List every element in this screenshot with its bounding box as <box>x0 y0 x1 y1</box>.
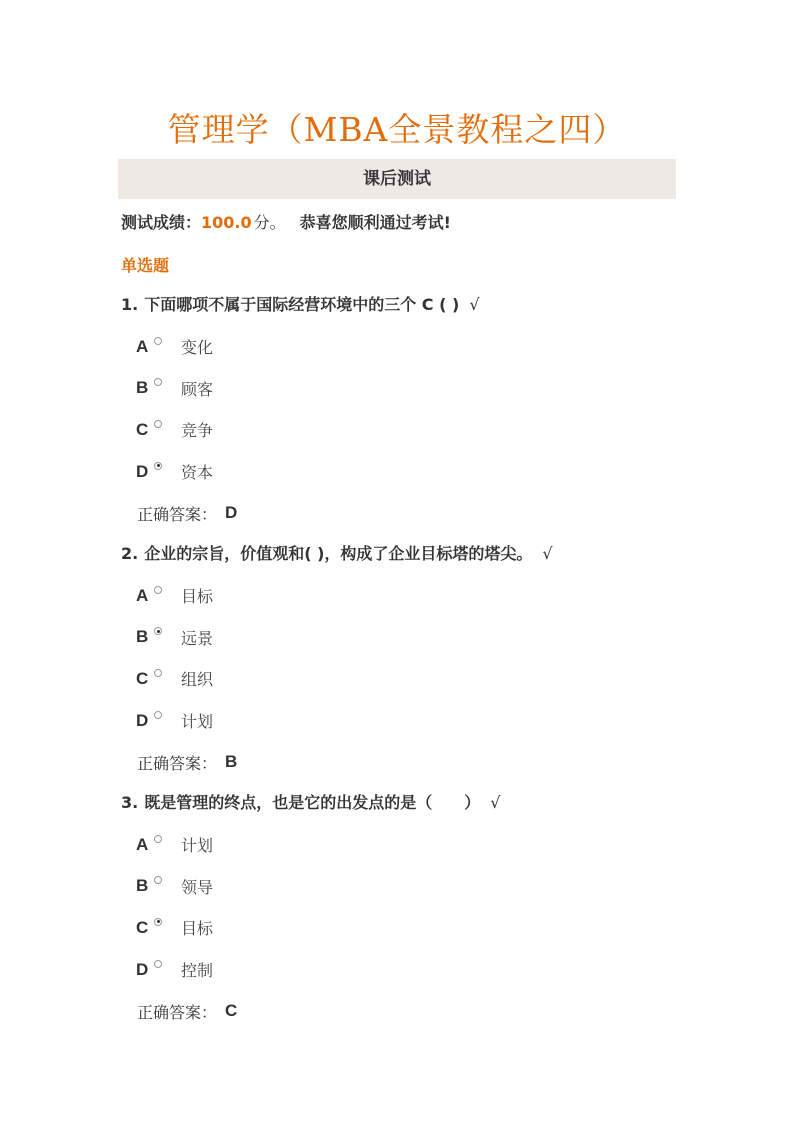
check-mark-icon: √ <box>469 295 480 314</box>
section-header: 课后测试 <box>118 159 676 199</box>
answer-value: D <box>225 503 238 523</box>
option-c[interactable] <box>136 409 741 451</box>
option-d[interactable] <box>136 451 741 493</box>
option-text: 资本 <box>181 463 214 483</box>
option-text: 领导 <box>181 877 214 897</box>
correct-answer <box>137 741 741 783</box>
option-letter: C <box>136 419 149 439</box>
option-text: 顾客 <box>181 379 214 399</box>
option-text: 计划 <box>181 712 214 732</box>
option-letter: B <box>136 876 149 896</box>
option-d[interactable] <box>136 700 741 742</box>
radio-button[interactable] <box>154 378 162 386</box>
radio-button[interactable] <box>154 586 162 594</box>
radio-button[interactable] <box>154 337 162 345</box>
score-unit: 分。 <box>253 213 286 232</box>
question-number: 3. <box>121 793 139 812</box>
option-letter: C <box>136 917 149 937</box>
option-list <box>136 575 741 741</box>
question-stem: 企业的宗旨，价值观和( )，构成了企业目标塔的塔尖。 <box>144 544 533 563</box>
option-list <box>136 824 741 990</box>
option-letter: D <box>136 461 149 481</box>
option-text: 变化 <box>181 338 214 358</box>
radio-button[interactable] <box>154 711 162 719</box>
question-2 <box>121 544 741 783</box>
option-a[interactable] <box>136 824 741 866</box>
question-number: 1. <box>121 295 139 314</box>
radio-button[interactable] <box>154 420 162 428</box>
option-c[interactable] <box>136 907 741 949</box>
radio-button[interactable] <box>154 876 162 884</box>
option-letter: C <box>136 668 149 688</box>
question-stem: 下面哪项不属于国际经营环境中的三个 C ( ) <box>144 295 460 314</box>
option-b[interactable] <box>136 368 741 410</box>
score-value: 100.0 <box>201 213 252 232</box>
option-text: 目标 <box>181 919 214 939</box>
question-text <box>121 544 741 564</box>
option-text: 计划 <box>181 836 214 856</box>
option-text: 目标 <box>181 587 214 607</box>
answer-label: 正确答案： <box>137 504 218 524</box>
option-list <box>136 326 741 492</box>
answer-label: 正确答案： <box>137 753 218 773</box>
option-letter: B <box>136 627 149 647</box>
option-letter: A <box>136 336 149 356</box>
score-label: 测试成绩： <box>121 213 202 232</box>
question-1 <box>121 295 741 534</box>
option-a[interactable] <box>136 575 741 617</box>
score-message: 恭喜您顺利通过考试! <box>299 213 451 232</box>
option-d[interactable] <box>136 949 741 991</box>
answer-label: 正确答案： <box>137 1002 218 1022</box>
option-b[interactable] <box>136 617 741 659</box>
check-mark-icon: √ <box>542 544 553 563</box>
option-letter: D <box>136 959 149 979</box>
option-letter: A <box>136 585 149 605</box>
option-a[interactable] <box>136 326 741 368</box>
option-b[interactable] <box>136 866 741 908</box>
radio-button[interactable] <box>154 960 162 968</box>
radio-button-selected[interactable] <box>154 462 162 470</box>
radio-button[interactable] <box>154 835 162 843</box>
question-text <box>121 793 741 813</box>
check-mark-icon: √ <box>490 793 501 812</box>
question-number: 2. <box>121 544 139 563</box>
question-type-label: 单选题 <box>121 256 170 275</box>
page-title: 管理学（MBA全景教程之四） <box>167 110 627 149</box>
option-c[interactable] <box>136 658 741 700</box>
radio-button-selected[interactable] <box>154 918 162 926</box>
option-text: 远景 <box>181 628 214 648</box>
question-3 <box>121 793 741 1032</box>
radio-button-selected[interactable] <box>154 627 162 635</box>
answer-value: C <box>225 1001 238 1021</box>
option-text: 竞争 <box>181 421 214 441</box>
question-stem: 既是管理的终点，也是它的出发点的是（ ） <box>144 793 481 812</box>
correct-answer <box>137 492 741 534</box>
option-text: 组织 <box>181 670 214 690</box>
option-letter: D <box>136 710 149 730</box>
score-line <box>121 210 451 233</box>
option-letter: B <box>136 378 149 398</box>
answer-value: B <box>225 752 238 772</box>
option-text: 控制 <box>181 961 214 981</box>
radio-button[interactable] <box>154 669 162 677</box>
question-text <box>121 295 741 315</box>
option-letter: A <box>136 834 149 854</box>
correct-answer <box>137 990 741 1032</box>
